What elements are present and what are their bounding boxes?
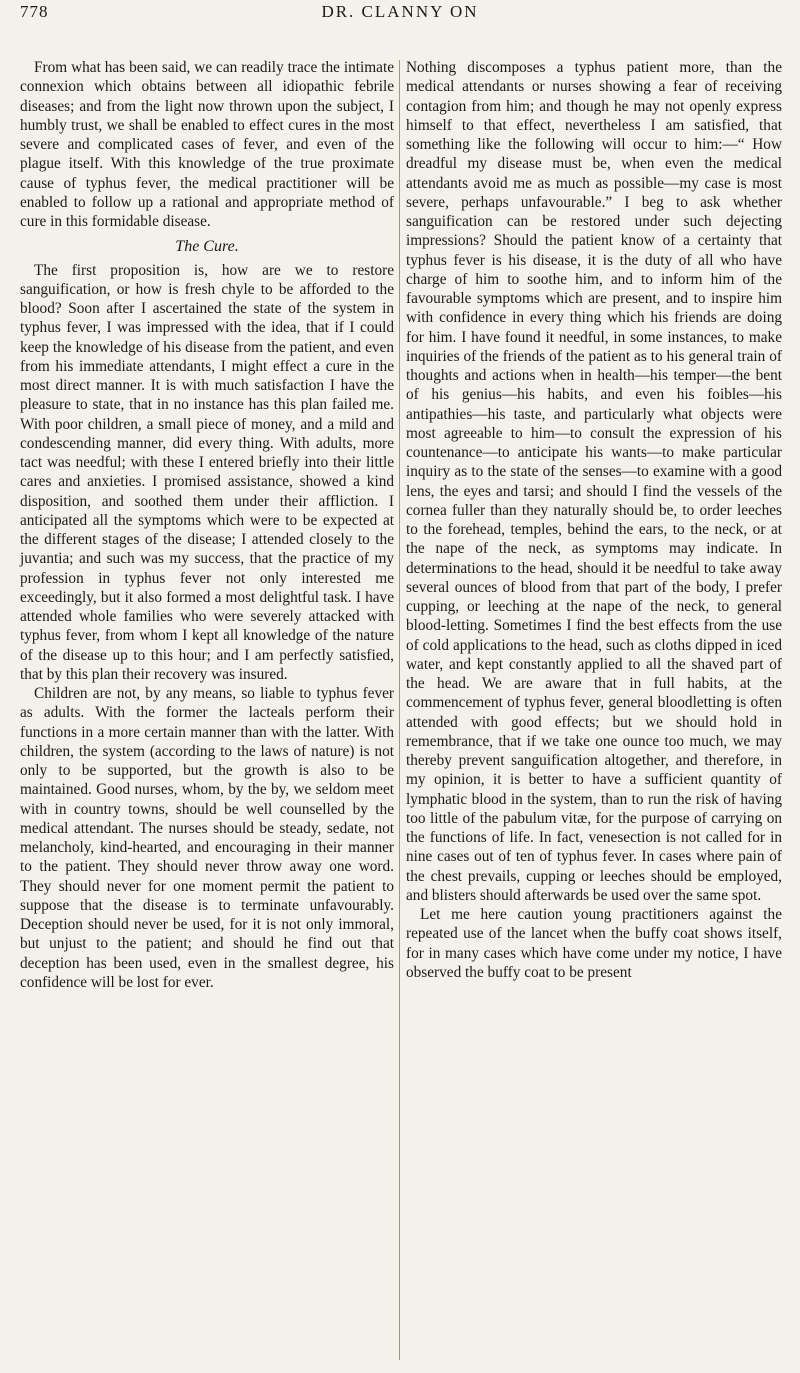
running-head [20, 2, 780, 26]
running-head-title: DR. CLANNY ON [321, 2, 479, 21]
left-column [20, 58, 394, 992]
right-column [406, 58, 782, 982]
column-divider [399, 60, 400, 1360]
paragraph-connexion: From what has been said, we can readily trace the intimate connexion which obtains between all idiopathic febrile diseases; and from the light now thrown upon the subject, I humbly trust, we shall be enabled to effect cures in the most severe and complicated cases of fever, and even of the plague itself. With this knowledge of the true proximate cause of typhus fever, the medical practitioner will be enabled to follow up a rational and appropriate method of cure in this formidable disease. [20, 59, 394, 230]
paragraph-first-proposition: The first proposition is, how are we to restore sanguification, or how is fresh chyle to be afforded to the blood? Soon after I ascertained the state of the system in typhus fever, I was impressed with the idea, that if I could keep the knowledge of his disease from the patient, and even from his immediate attendants, I might effect a cure in the most direct manner. It is with much satisfaction I have the pleasure to state, that in no instance has this plan failed me. With poor children, a small piece of money, and a mild and condescending manner, did every thing. With adults, more tact was needful; with these I entered briefly into their little cares and anxieties. I promised assistance, showed a kind disposition, and soothed them under their affliction. I anticipated all the symptoms which were to be expected at the different stages of the disease; I attended closely to the juvantia; and such was my success, that the practice of my profession in typhus fever not only interested me exceedingly, but it also formed a most delightful task. I have attended whole families who were severely attacked with typhus fever, from whom I kept all knowledge of the nature of the disease up to this hour; and I am perfectly satisfied, that by this plan their recovery was insured. [20, 261, 394, 683]
page-number: 778 [20, 2, 49, 21]
paragraph-caution-practitioners: Let me here caution young practitioners against the repeated use of the lancet when the buffy coat shows itself, for in many cases which have come under my notice, I have observed the buffy coat to be present [406, 906, 782, 981]
paragraph-discomposes: Nothing discomposes a typhus patient more, than the medical attendants or nurses showing a fear of receiving contagion from him; and though he may not openly express himself to that effect, nevertheless I am satisfied, that something like the following will occur to him:—“ How dreadful my disease must be, when even the medical attendants avoid me as much as possible—my case is most severe, perhaps unfavourable.” I beg to ask whether sanguification can be restored under such dejecting impressions? Should the patient know of a certainty that typhus fever is his disease, it is the duty of all who have charge of him to soothe him, and to inform him of the favourable symptoms which are present, and to inspire him with confidence in every thing which his friends are doing for him. I have found it needful, in some instances, to make inquiries of the friends of the patient as to his general train of thoughts and actions when in health—his temper—the bent of his genius—his habits, and even his foibles—his antipathies—his taste, and particularly what objects were most agreeable to him—to consult the expression of his countenance—to anticipate his wants—to make particular inquiry as to the state of the senses—to examine with a good lens, the eyes and tarsi; and should I find the vessels of the cornea fuller than they naturally should be, to order leeches to the forehead, temples, behind the ears, to the neck, or at the nape of the neck, as symptoms may indicate. In determinations to the head, should it be needful to take away several ounces of blood from that part of the body, I prefer cupping, or leeching at the nape of the neck, to general blood-letting. Sometimes I find the best effects from the use of cold applications to the head, such as cloths dipped in iced water, and kept constantly applied to all the shaved part of the head. We are aware that in full habits, at the commencement of typhus fever, general bloodletting is often attended with good effects; but we should hold in remembrance, that if we take one ounce too much, we may thereby prevent sanguification altogether, and therefore, in my opinion, it is better to have a sufficient quantity of lymphatic blood in the system, than to run the risk of having too little of the pabulum vitæ, for the purpose of carrying on the functions of life. In fact, venesection is not called for in nine cases out of ten of typhus fever. In cases where pain of the chest prevails, cupping or leeches should be employed, and blisters should afterwards be used over the same spot. [406, 59, 782, 904]
section-heading-the-cure: The Cure. [175, 238, 239, 256]
paragraph-children: Children are not, by any means, so liable to typhus fever as adults. With the former the lacteals perform their functions in a more certain manner than with the latter. With children, the system (according to the laws of nature) is not only to be supported, but the growth is also to be maintained. Good nurses, whom, by the by, we seldom meet with in country towns, should be well counselled by the medical attendant. The nurses should be steady, sedate, not melancholy, kind-hearted, and encouraging in their manner to the patient. They should never throw away one word. They should never for one moment permit the patient to suppose that the disease is to terminate unfavourably. Deception should never be used, for it is not only immoral, but unjust to the patient; and should he find out that deception has been used, even in the smallest degree, his confidence will be lost for ever. [20, 685, 394, 991]
